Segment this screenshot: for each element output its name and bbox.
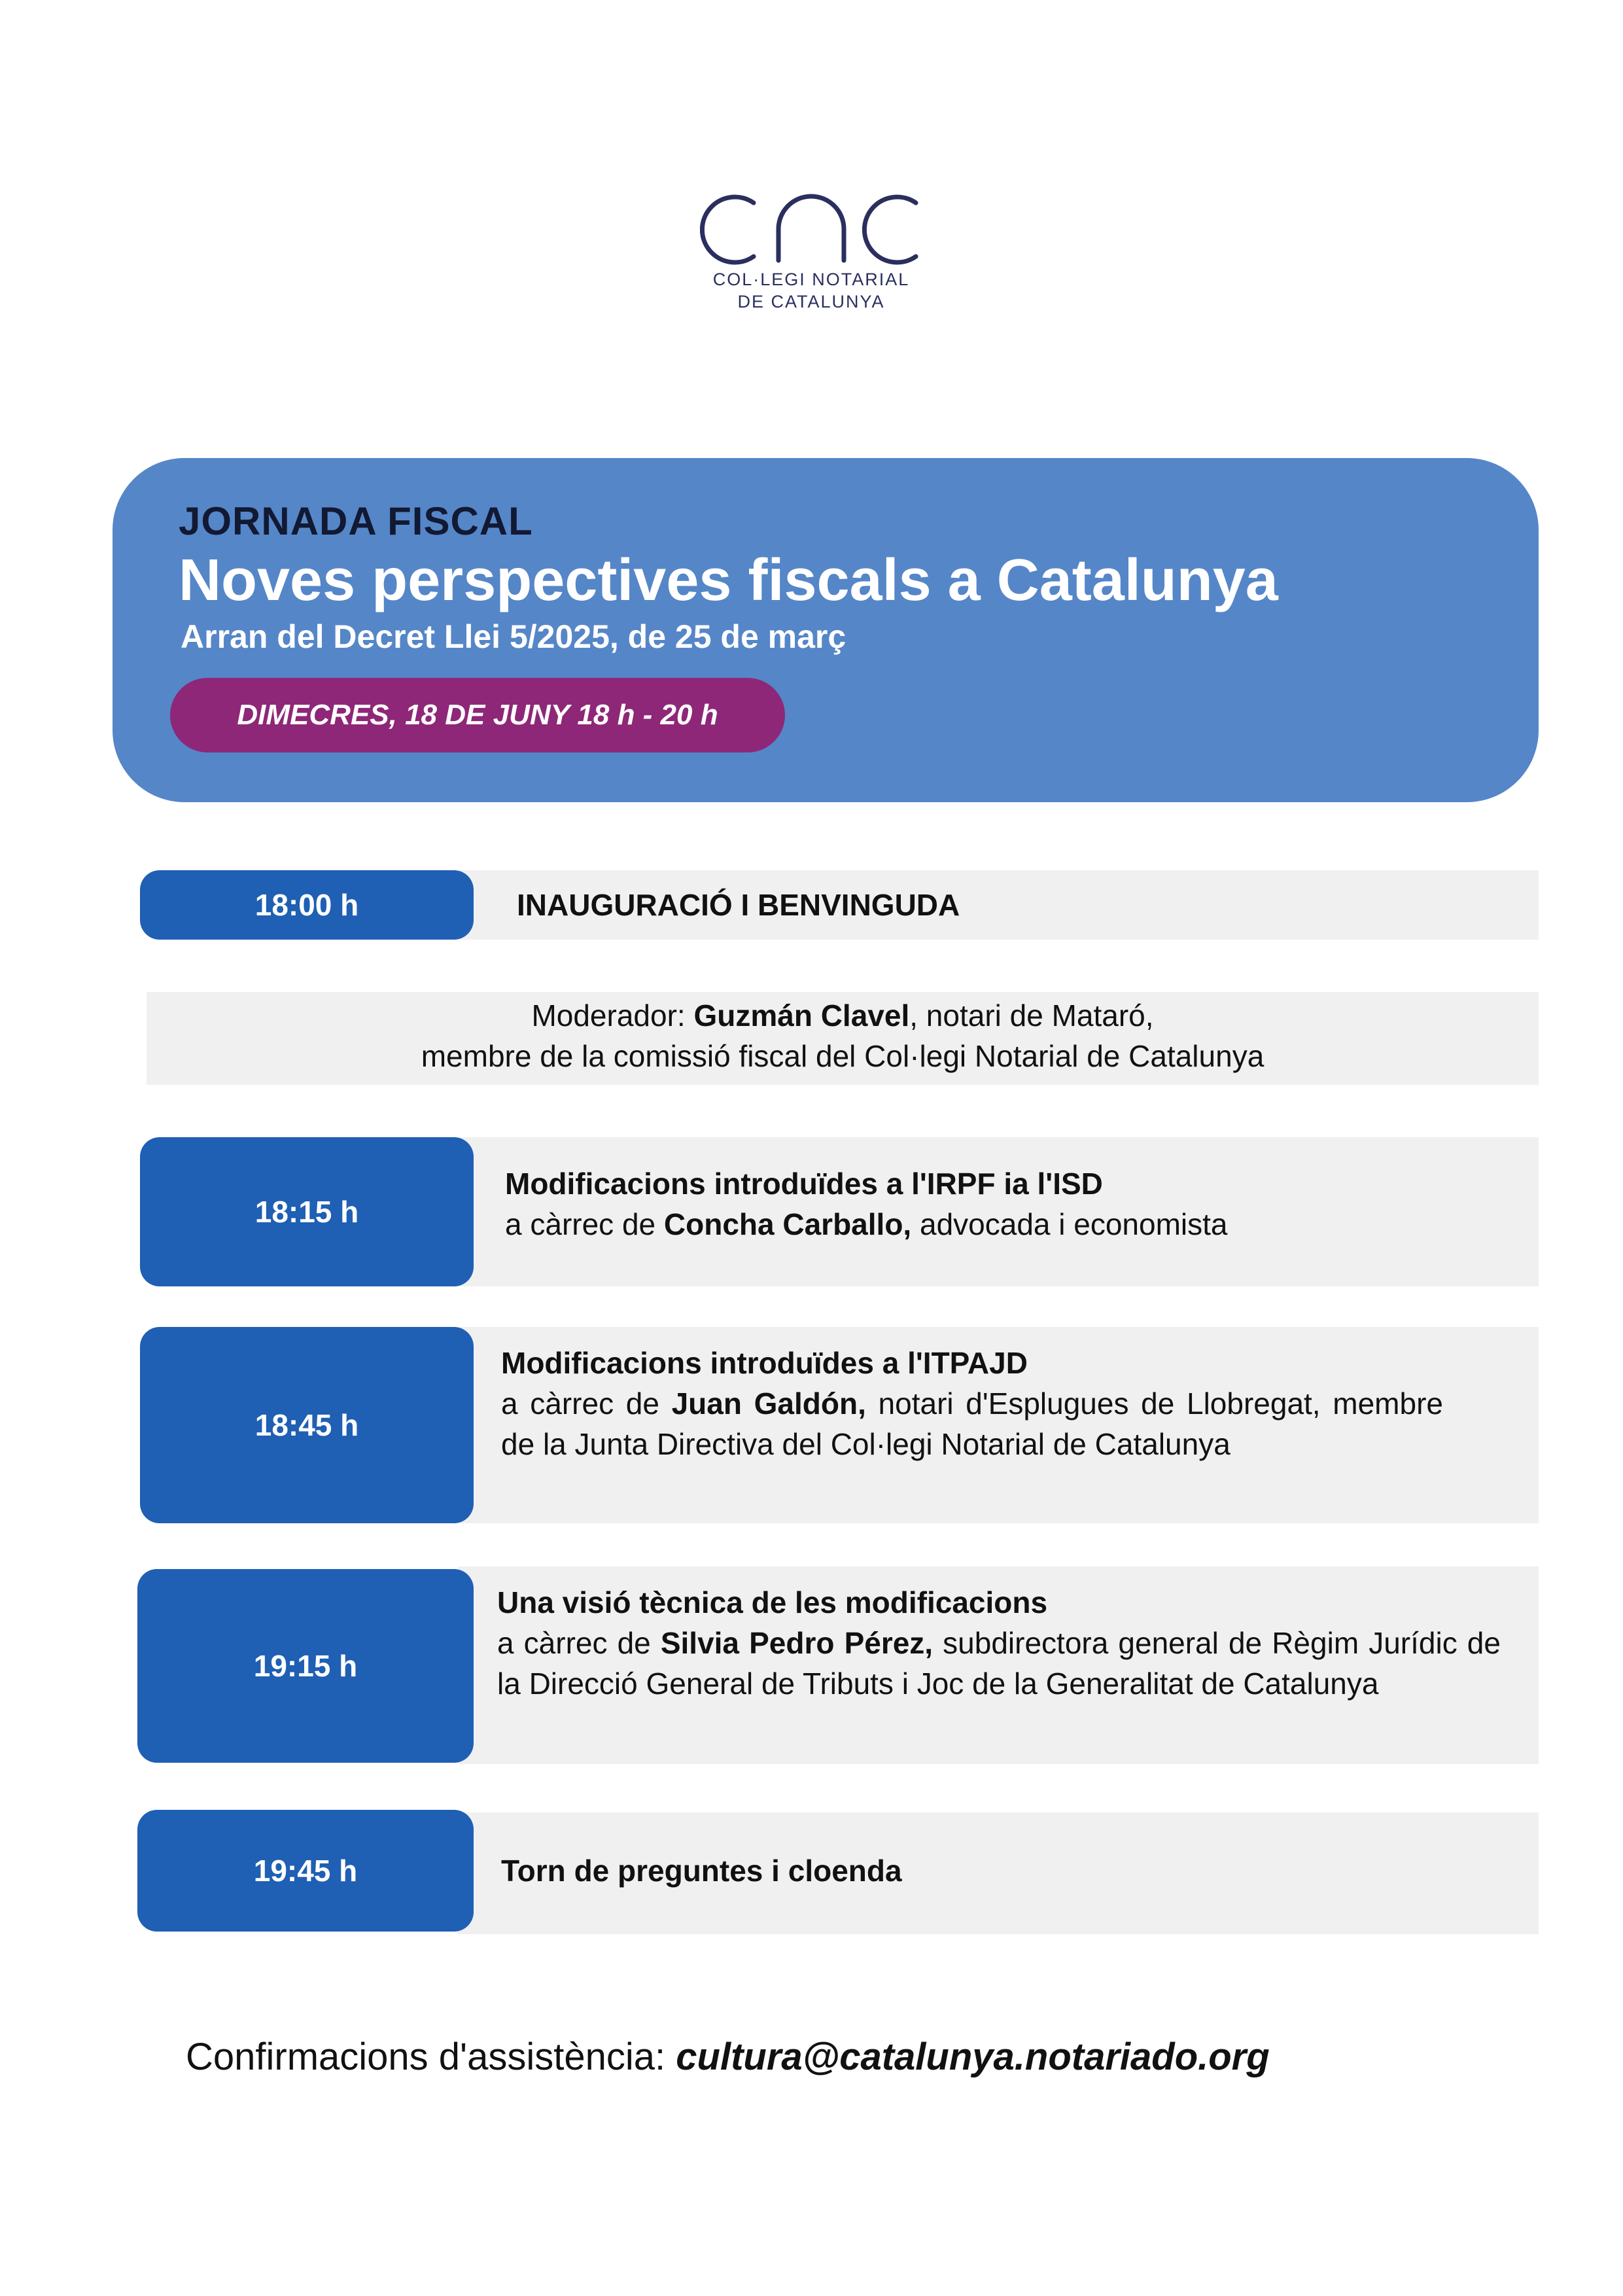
cnc-logo-mark: [700, 183, 922, 268]
opening-title: INAUGURACIÓ I BENVINGUDA: [517, 888, 960, 922]
moderator-prefix: Moderador:: [531, 998, 694, 1033]
talk2-title: Modificacions introduïdes a l'ITPAJD: [501, 1346, 1028, 1380]
rsvp-label: Confirmacions d'assistència:: [186, 2036, 676, 2078]
rsvp-line: [186, 2035, 1270, 2079]
talk3-text: [497, 1582, 1501, 1704]
talk2-prefix: a càrrec de: [501, 1386, 672, 1421]
talk3-title: Una visió tècnica de les modificacions: [497, 1585, 1048, 1619]
talk1-text: [505, 1163, 1473, 1245]
talk2-text: [501, 1343, 1443, 1464]
talk1-speaker-line: [505, 1204, 1473, 1245]
talk2-speaker: Juan Galdón,: [671, 1386, 866, 1421]
talk2-detail: notari d'Esplugues de Llobregat, membre de la Junta Directiva del Col·legi Notarial de Catalunya: [501, 1386, 1443, 1461]
logo-text-line1: COL·LEGI NOTARIAL: [712, 270, 910, 289]
moderator-suffix: , notari de Mataró,: [909, 998, 1154, 1033]
closing-title: Torn de preguntes i cloenda: [501, 1854, 902, 1888]
talk1-title: Modificacions introduïdes a l'IRPF ia l'ISD: [505, 1167, 1103, 1201]
opening-time: 18:00 h: [140, 870, 474, 940]
moderator-text: [147, 995, 1539, 1076]
talk3-prefix: a càrrec de: [497, 1626, 661, 1660]
talk2-speaker-line: [501, 1383, 1443, 1464]
moderator-line2: membre de la comissió fiscal del Col·legi Notarial de Catalunya: [421, 1039, 1265, 1073]
organization-logo: [654, 183, 968, 340]
talk1-detail: advocada i economista: [911, 1207, 1228, 1241]
talk3-speaker-line: [497, 1623, 1501, 1704]
talk3-speaker: Silvia Pedro Pérez,: [660, 1626, 934, 1660]
talk3-detail: subdirectora general de Règim Jurídic de la Direcció General de Tributs i Joc de la Generalitat de Catalunya: [497, 1626, 1501, 1701]
closing-time: 19:45 h: [137, 1810, 474, 1932]
moderator-name: Guzmán Clavel: [693, 998, 910, 1033]
event-date-badge: DIMECRES, 18 DE JUNY 18 h - 20 h: [170, 678, 785, 752]
logo-text-line2: DE CATALUNYA: [737, 292, 885, 311]
moderator-line1: [147, 995, 1539, 1036]
event-subtitle: Arran del Decret Llei 5/2025, de 25 de març: [181, 618, 846, 655]
talk1-speaker: Concha Carballo,: [663, 1207, 912, 1241]
event-title: Noves perspectives fiscals a Catalunya: [179, 548, 1278, 613]
talk3-time: 19:15 h: [137, 1569, 474, 1763]
talk1-time: 18:15 h: [140, 1137, 474, 1286]
talk1-prefix: a càrrec de: [505, 1207, 664, 1241]
talk2-time: 18:45 h: [140, 1327, 474, 1523]
rsvp-email-link[interactable]: cultura@catalunya.notariado.org: [676, 2036, 1270, 2078]
event-kicker: JORNADA FISCAL: [179, 499, 533, 543]
